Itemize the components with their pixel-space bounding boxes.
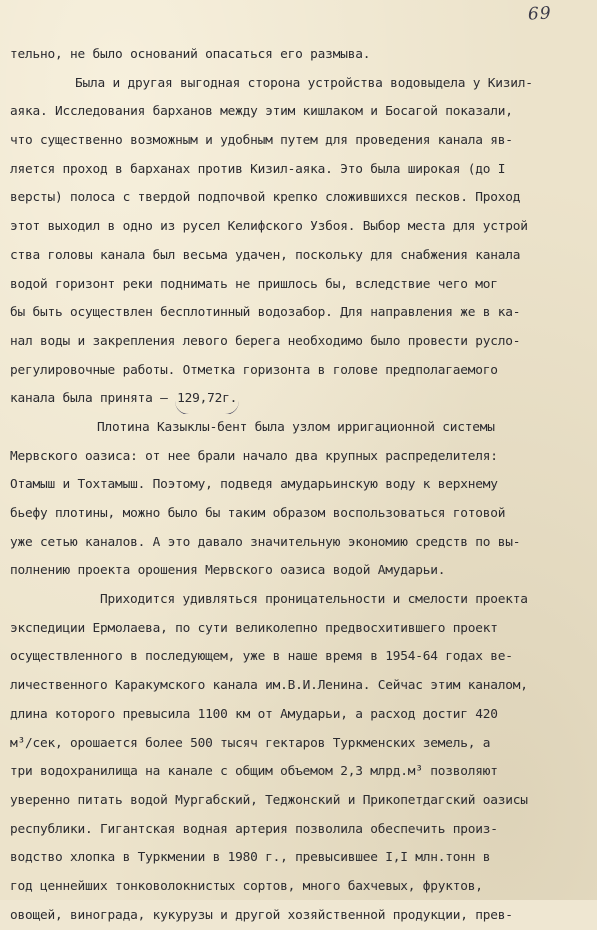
text-line: уже сетью каналов. А это давало значительную экономию средств по вы- [10,534,521,550]
text-line: ства головы канала был весьма удачен, поскольку для снабжения канала [10,247,521,263]
text-line: тельно, не было оснований опасаться его размыва. [10,47,371,62]
text-line: бьефу плотины, можно было бы таким образом воспользоваться готовой [10,506,506,521]
text-line: личественного Каракумского канала им.В.И.Ленина. Сейчас этим каналом, [10,678,528,694]
text-line: Была и другая выгодная сторона устройства водовыдела у Кизил- [75,75,533,91]
text-line: водство хлопка в Туркмении в 1980 г., превысившее I,I млн.тонн в [10,850,491,866]
text-line: м³/сек, орошается более 500 тысяч гектаров Туркменских земель, а [10,735,491,751]
text-line: Приходится удивляться проницательности и смелости проекта [100,592,528,608]
text-line: водой горизонт реки поднимать не пришлось бы, вследствие чего мог [10,276,498,292]
text-line: три водохранилища на канале с общим объемом 2,3 млрд.м³ позволяют [10,764,498,780]
text-line: год ценнейших тонковолокнистых сортов, много бахчевых, фруктов, [10,878,483,894]
text-line: версты) полоса с твердой подпочвой крепко сложившихся песков. Проход [10,190,521,206]
text-line: уверенно питать водой Мургабский, Теджонский и Прикопетдагский оазисы [10,792,528,808]
text-line: Мервского оазиса: от нее брали начало два крупных распределителя: [10,448,498,464]
text-line: овощей, винограда, кукурузы и другой хозяйственной продукции, прев- [10,907,513,923]
text-line: бы быть осуществлен бесплотинный водозабор. Для направления же в ка- [10,305,521,321]
elevation-mark: 129,72г. [175,385,239,414]
text-line-start: канала была принята – [10,391,168,407]
text-line: что существенно возможным и удобным путем для проведения канала яв- [10,133,513,149]
text-line: осуществленного в последующем, уже в наше время в 1954-64 годах ве- [10,649,513,665]
text-line: этот выходил в одно из русел Келифского Узбоя. Выбор места для устрой [10,219,528,235]
document-text [10,41,587,930]
text-line: регулировочные работы. Отметка горизонта в голове предполагаемого [10,362,498,378]
text-line: полнению проекта орошения Мервского оазиса водой Амударьи. [10,563,446,579]
text-line: республики. Гигантская водная артерия позволила обеспечить произ- [10,821,498,837]
text-line: Отамыш и Тохтамыш. Поэтому, подведя амударьинскую воду к верхнему [10,477,498,493]
text-line-elevation [10,385,587,414]
text-line: ляется проход в барханах против Кизил-аяка. Это была широкая (до I [10,161,506,177]
text-line: нал воды и закрепления левого берега необходимо было провести русло- [10,333,521,349]
text-line: длина которого превысила 1100 км от Амударьи, а расход достиг 420 [10,706,498,722]
text-line: аяка. Исследования барханов между этим кишлаком и Босагой показали, [10,104,513,120]
text-line: экспедиции Ермолаева, по сути великолепно предвосхитившего проект [10,620,498,636]
text-line: Плотина Казыклы-бент была узлом ирригационной системы [97,419,495,435]
page-number: 69 [527,3,553,25]
